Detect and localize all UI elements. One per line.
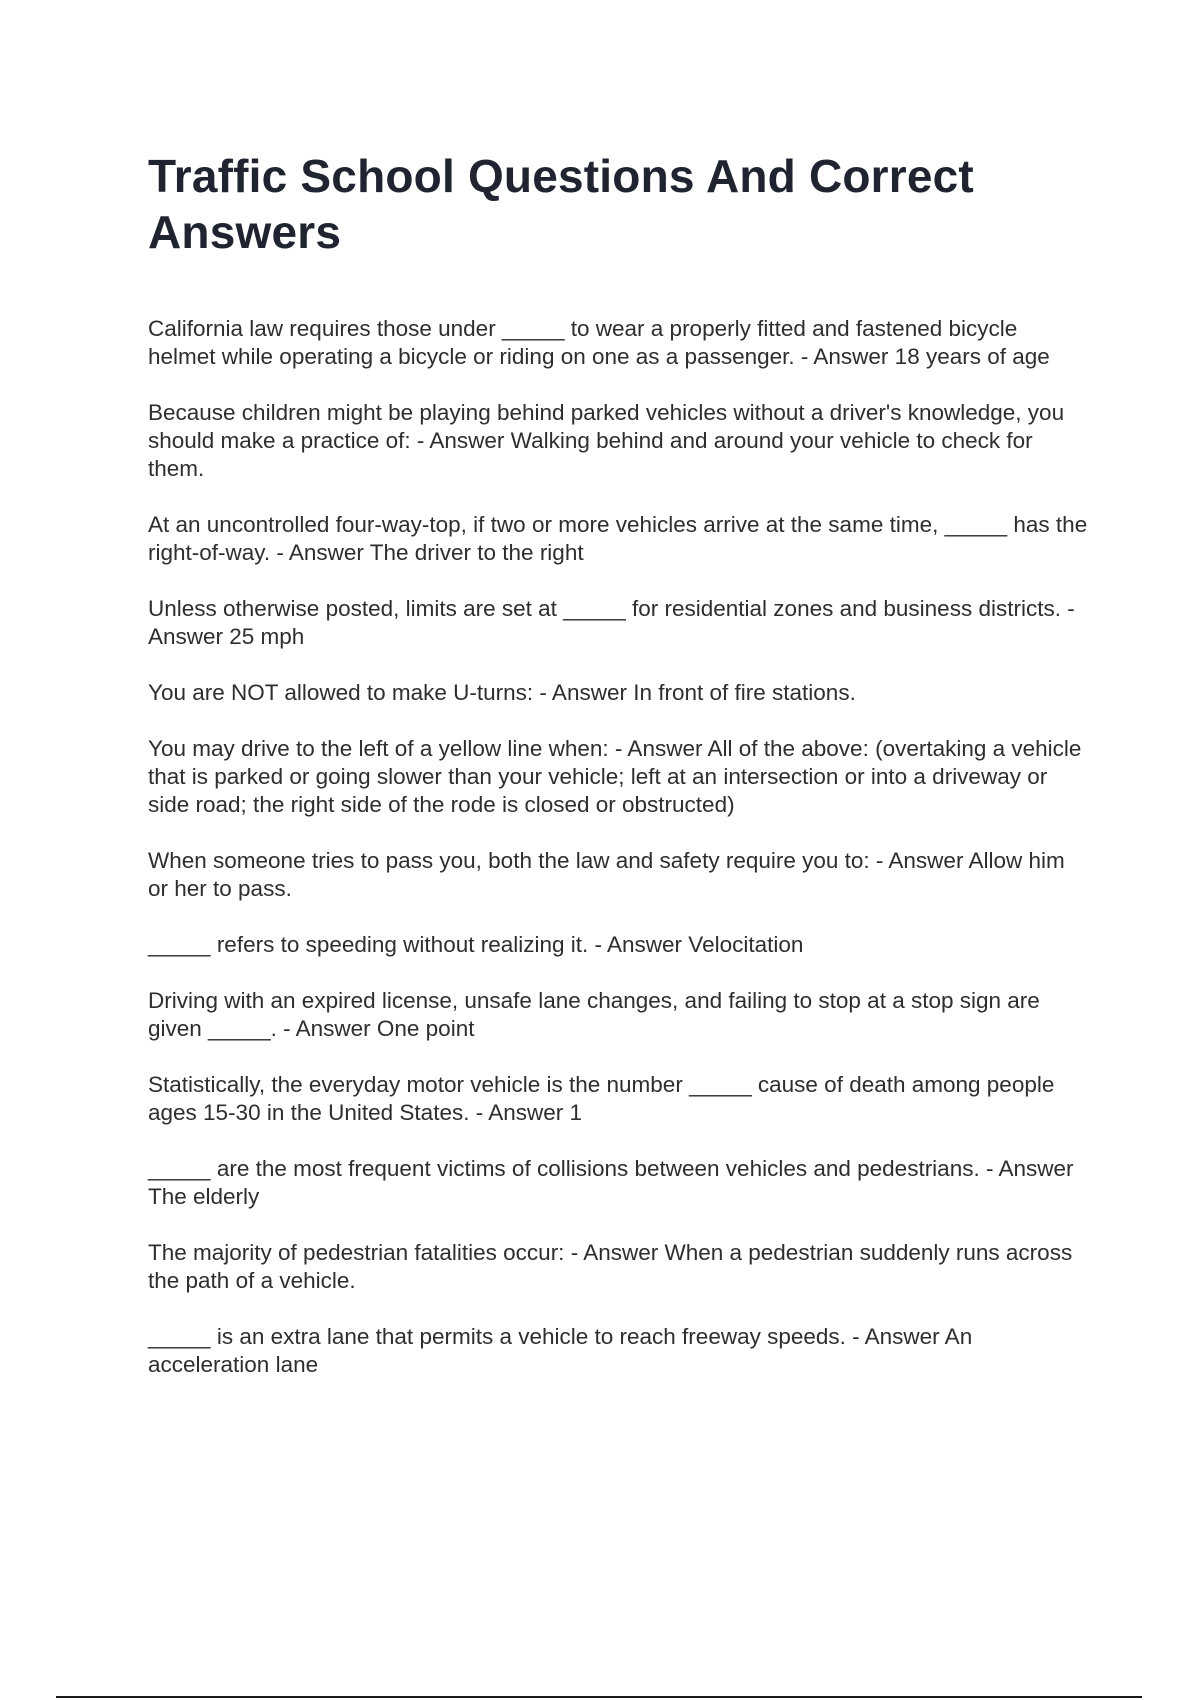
qa-item-12: The majority of pedestrian fatalities occur: - Answer When a pedestrian suddenly runs across the path of a vehicle. [148,1240,1073,1293]
qa-item-13: _____ is an extra lane that permits a vehicle to reach freeway speeds. - Answer An acceleration lane [148,1324,973,1377]
question-answer-list [148,315,1088,1407]
qa-item-5: You are NOT allowed to make U-turns: - Answer In front of fire stations. [148,680,856,705]
qa-item-2: Because children might be playing behind parked vehicles without a driver's knowledge, you should make a practice of: - Answer Walking behind and around your vehicle to check for them. [148,400,1065,481]
qa-item-4: Unless otherwise posted, limits are set at _____ for residential zones and business districts. - Answer 25 mph [148,596,1075,649]
qa-item-1: California law requires those under _____ to wear a properly fitted and fastened bicycle helmet while operating a bicycle or riding on one as a passenger. - Answer 18 years of age [148,316,1050,369]
qa-item-9: Driving with an expired license, unsafe lane changes, and failing to stop at a stop sign are given _____. - Answer One point [148,988,1040,1041]
document-title: Traffic School Questions And Correct Answers [148,150,974,258]
qa-item-10: Statistically, the everyday motor vehicle is the number _____ cause of death among people ages 15-30 in the United States. - Answer 1 [148,1072,1055,1125]
qa-item-6: You may drive to the left of a yellow line when: - Answer All of the above: (overtaking a vehicle that is parked or going slower than your vehicle; left at an intersection or into a driveway or side road; the right side of the rode is closed or obstructed) [148,736,1082,817]
qa-item-11: _____ are the most frequent victims of collisions between vehicles and pedestrians. - Answer The elderly [148,1156,1074,1209]
qa-item-3: At an uncontrolled four-way-top, if two or more vehicles arrive at the same time, _____ has the right-of-way. - Answer The driver to the right [148,512,1088,565]
bottom-divider [56,1696,1142,1698]
qa-item-7: When someone tries to pass you, both the law and safety require you to: - Answer Allow him or her to pass. [148,848,1065,901]
qa-item-8: _____ refers to speeding without realizing it. - Answer Velocitation [148,932,804,957]
